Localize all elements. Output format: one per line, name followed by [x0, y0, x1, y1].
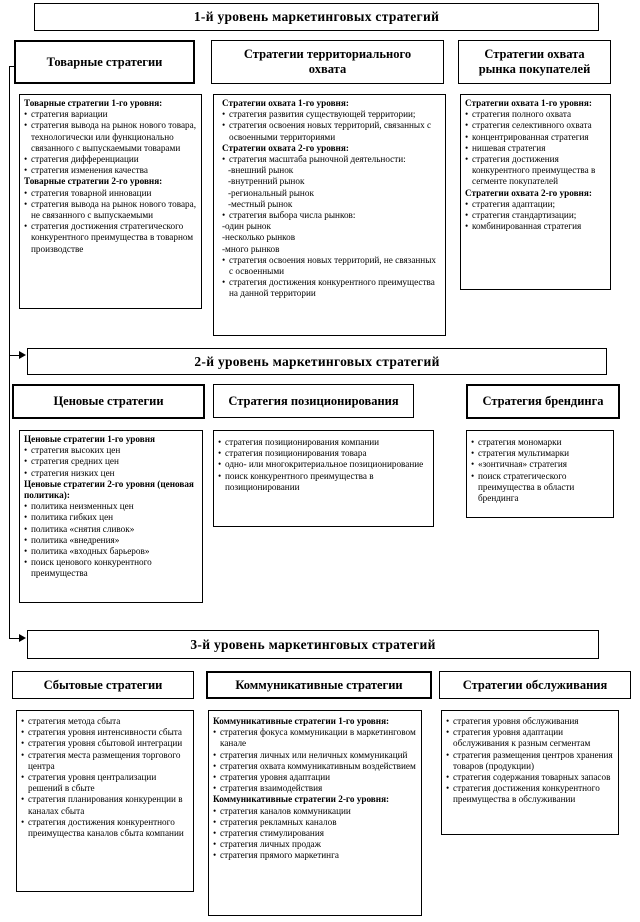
list-item: • стратегия уровня обслуживания — [446, 716, 614, 727]
list-item: • стратегия уровня централизации решений в сбыте — [21, 772, 189, 794]
sales-strategies-header: Сбытовые стратегии — [12, 671, 194, 699]
list-item: -много рынков — [222, 243, 280, 254]
level-2-title: 2-й уровень маркетинговых стратегий — [27, 348, 607, 375]
list-item: • стратегия взаимодействия — [213, 783, 417, 794]
list-item: -один рынок — [222, 221, 271, 232]
list-subheading: Стратегии охвата 1-го уровня: — [222, 98, 349, 108]
list-item: • политика «внедрения» — [24, 535, 198, 546]
list-item: • нишевая стратегия — [465, 143, 606, 154]
product-strategies-header: Товарные стратегии — [14, 40, 195, 84]
list-item: • стратегия личных или неличных коммуникаций — [213, 750, 417, 761]
list-item: • стратегия высоких цен — [24, 445, 198, 456]
list-item: • политика «снятия сливок» — [24, 524, 198, 535]
list-item: • одно- или многокритериальное позиционирование — [218, 459, 429, 470]
connector-line — [9, 66, 10, 638]
list-item: • стратегия достижения конкурентного преимущества на данной территории — [222, 277, 441, 299]
customer-coverage-list — [460, 94, 611, 290]
list-subheading: Ценовые стратегии 2-го уровня (ценовая политика): — [24, 478, 194, 501]
service-strategies-list — [441, 710, 619, 835]
list-item: • стратегия выбора числа рынков: — [222, 210, 441, 221]
list-item: • стратегия дифференциации — [24, 154, 197, 165]
list-item: • поиск стратегического преимущества в области брендинга — [471, 471, 609, 505]
list-item: • стратегия каналов коммуникации — [213, 806, 417, 817]
list-item: • стратегия достижения конкурентного преимущества каналов сбыта компании — [21, 817, 189, 839]
list-item: • поиск ценового конкурентного преимущества — [24, 557, 198, 579]
communication-strategies-list — [208, 710, 422, 916]
list-item: • стратегия уровня адаптации обслуживания к разным сегментам — [446, 727, 614, 749]
list-item: • стратегия достижения конкурентного преимущества в сегменте покупателей — [465, 154, 606, 188]
list-item: -несколько рынков — [222, 232, 296, 243]
list-item: • стратегия освоения новых территорий, связанных с освоенными территориями — [222, 120, 441, 142]
list-item: • стратегия прямого маркетинга — [213, 850, 417, 861]
positioning-strategy-header: Стратегия позиционирования — [213, 384, 414, 418]
list-item: • стратегия низких цен — [24, 468, 198, 479]
list-subheading: Стратегии охвата 2-го уровня: — [465, 187, 592, 198]
list-item: • стратегия уровня адаптации — [213, 772, 417, 783]
list-subheading: Стратегии охвата 1-го уровня: — [465, 98, 592, 108]
list-item: • стратегия места размещения торгового центра — [21, 750, 189, 772]
list-subheading: Стратегии охвата 2-го уровня: — [222, 142, 349, 153]
level-1-title: 1-й уровень маркетинговых стратегий — [34, 3, 599, 31]
list-item: • стратегия достижения стратегического конкурентного преимущества в товарном производстве — [24, 221, 197, 255]
list-item: • стратегия содержания товарных запасов — [446, 772, 614, 783]
list-item: • стратегия метода сбыта — [21, 716, 189, 727]
list-item: • стратегия личных продаж — [213, 839, 417, 850]
branding-strategy-header: Стратегия брендинга — [466, 384, 620, 419]
list-item: • стратегия освоения новых территорий, не связанных с освоенными — [222, 255, 441, 277]
list-item: • стратегия селективного охвата — [465, 120, 606, 131]
list-item: • стратегия планирования конкуренции в каналах сбыта — [21, 794, 189, 816]
list-item: • стратегия уровня интенсивности сбыта — [21, 727, 189, 738]
list-item: • стратегия вариации — [24, 109, 197, 120]
list-item: • концентрированная стратегия — [465, 132, 606, 143]
list-item: • комбинированная стратегия — [465, 221, 606, 232]
pricing-strategies-header: Ценовые стратегии — [12, 384, 205, 419]
list-item: • стратегия развития существующей территории; — [222, 109, 441, 120]
list-item: • стратегия позиционирования компании — [218, 437, 429, 448]
service-strategies-header: Стратегии обслуживания — [439, 671, 631, 699]
list-item: • стратегия мономарки — [471, 437, 609, 448]
list-item: • стратегия позиционирования товара — [218, 448, 429, 459]
list-item: • стратегия охвата коммуникативным воздействием — [213, 761, 417, 772]
list-item: • стратегия вывода на рынок нового товара, не связанного с выпускаемыми — [24, 199, 197, 221]
list-item: • стратегия вывода на рынок нового товара, технологически или функционально связанного с выпускаемыми товарами — [24, 120, 197, 154]
list-item: -внешний рынок — [228, 165, 294, 176]
list-item: • стратегия товарной инновации — [24, 188, 197, 199]
list-item: • «зонтичная» стратегия — [471, 459, 609, 470]
list-item: -внутренний рынок — [228, 176, 305, 187]
list-subheading: Ценовые стратегии 1-го уровня — [24, 434, 155, 444]
branding-strategy-list — [466, 430, 614, 518]
pricing-strategies-list — [19, 430, 203, 603]
list-item: • стратегия адаптации; — [465, 199, 606, 210]
connector-line — [9, 355, 19, 356]
list-item: • политика неизменных цен — [24, 501, 198, 512]
list-item: • стратегия достижения конкурентного преимущества в обслуживании — [446, 783, 614, 805]
list-item: • стратегия стандартизации; — [465, 210, 606, 221]
sales-strategies-list — [16, 710, 194, 892]
list-item: • стратегия размещения центров хранения товаров (продукции) — [446, 750, 614, 772]
arrow-to-level-2 — [19, 351, 26, 359]
list-item: • политика «входных барьеров» — [24, 546, 198, 557]
list-item: • стратегия средних цен — [24, 456, 198, 467]
positioning-strategy-list — [213, 430, 434, 527]
list-item: • политика гибких цен — [24, 512, 198, 523]
territorial-coverage-header: Стратегии территориального охвата — [211, 40, 444, 84]
product-strategies-list — [19, 94, 202, 309]
list-item: • стратегия уровня сбытовой интеграции — [21, 738, 189, 749]
list-item: -местный рынок — [228, 198, 293, 209]
list-subheading: Товарные стратегии 2-го уровня: — [24, 176, 163, 187]
communication-strategies-header: Коммуникативные стратегии — [206, 671, 432, 699]
list-subheading: Коммуникативные стратегии 1-го уровня: — [213, 716, 390, 726]
list-item: • стратегия изменения качества — [24, 165, 197, 176]
connector-line — [9, 638, 19, 639]
territorial-coverage-list — [213, 94, 446, 336]
customer-coverage-header: Стратегии охвата рынка покупателей — [458, 40, 611, 84]
list-item: • стратегия масштаба рыночной деятельности: — [222, 154, 441, 165]
list-item: • поиск конкурентного преимущества в позиционировании — [218, 471, 429, 493]
list-item: • стратегия рекламных каналов — [213, 817, 417, 828]
list-item: • стратегия мультимарки — [471, 448, 609, 459]
arrow-to-level-3 — [19, 634, 26, 642]
list-item: • стратегия полного охвата — [465, 109, 606, 120]
list-subheading: Коммуникативные стратегии 2-го уровня: — [213, 794, 390, 805]
list-item: • стратегия стимулирования — [213, 828, 417, 839]
list-item: -региональный рынок — [228, 187, 314, 198]
list-item: • стратегия фокуса коммуникации в маркетинговом канале — [213, 727, 417, 749]
list-subheading: Товарные стратегии 1-го уровня: — [24, 98, 163, 108]
level-3-title: 3-й уровень маркетинговых стратегий — [27, 630, 599, 659]
